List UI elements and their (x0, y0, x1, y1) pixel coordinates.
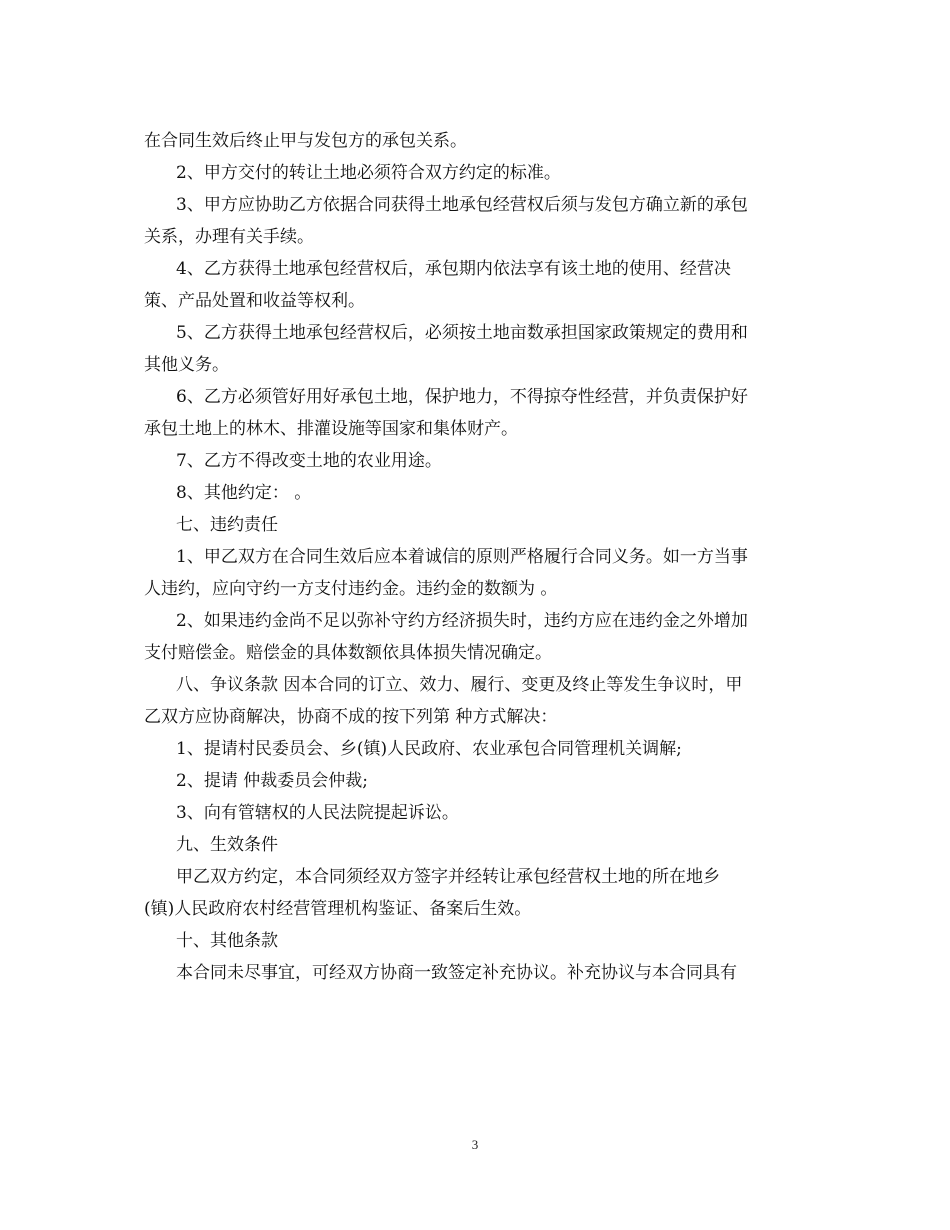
text-line: 乙双方应协商解决，协商不成的按下列第 种方式解决： (144, 707, 558, 727)
text-line: 人违约，应向守约一方支付违约金。违约金的数额为 。 (144, 579, 558, 599)
text-line: (镇)人民政府农村经营管理机构鉴证、备案后生效。 (144, 899, 532, 919)
text-line: 2、提请 仲裁委员会仲裁; (176, 771, 368, 791)
section-heading: 九、生效条件 (176, 835, 278, 855)
text-line: 3、向有管辖权的人民法院提起诉讼。 (176, 803, 459, 823)
text-line: 支付赔偿金。赔偿金的具体数额依具体损失情况确定。 (144, 643, 552, 663)
text-line: 甲乙双方约定，本合同须经双方签字并经转让承包经营权土地的所在地乡 (176, 867, 720, 887)
section-heading: 七、违约责任 (176, 515, 278, 535)
text-line: 3、甲方应协助乙方依据合同获得土地承包经营权后须与发包方确立新的承包 (176, 195, 748, 215)
text-line: 其他义务。 (144, 355, 229, 375)
text-line: 关系，办理有关手续。 (144, 227, 314, 247)
text-line: 在合同生效后终止甲与发包方的承包关系。 (144, 131, 467, 151)
text-line: 策、产品处置和收益等权利。 (144, 291, 365, 311)
text-line: 本合同未尽事宜，可经双方协商一致签定补充协议。补充协议与本合同具有 (176, 963, 737, 983)
page-number: 3 (471, 1137, 479, 1152)
text-line: 1、提请村民委员会、乡(镇)人民政府、农业承包合同管理机关调解; (176, 739, 682, 759)
text-line: 6、乙方必须管好用好承包土地，保护地力，不得掠夺性经营，并负责保护好 (176, 387, 748, 407)
text-line: 8、其他约定： 。 (176, 483, 312, 503)
text-line: 2、甲方交付的转让土地必须符合双方约定的标准。 (176, 163, 561, 183)
text-line: 1、甲乙双方在合同生效后应本着诚信的原则严格履行合同义务。如一方当事 (176, 547, 748, 567)
text-line: 5、乙方获得土地承包经营权后，必须按土地亩数承担国家政策规定的费用和 (176, 323, 748, 343)
text-line: 7、乙方不得改变土地的农业用途。 (176, 451, 442, 471)
text-line: 2、如果违约金尚不足以弥补守约方经济损失时，违约方应在违约金之外增加 (176, 611, 748, 631)
section-heading: 十、其他条款 (176, 931, 278, 951)
document-body (144, 125, 809, 989)
text-line: 承包土地上的林木、排灌设施等国家和集体财产。 (144, 419, 518, 439)
text-line: 4、乙方获得土地承包经营权后，承包期内依法享有该土地的使用、经营决 (176, 259, 731, 279)
section-heading: 八、争议条款 因本合同的订立、效力、履行、变更及终止等发生争议时，甲 (176, 675, 743, 695)
